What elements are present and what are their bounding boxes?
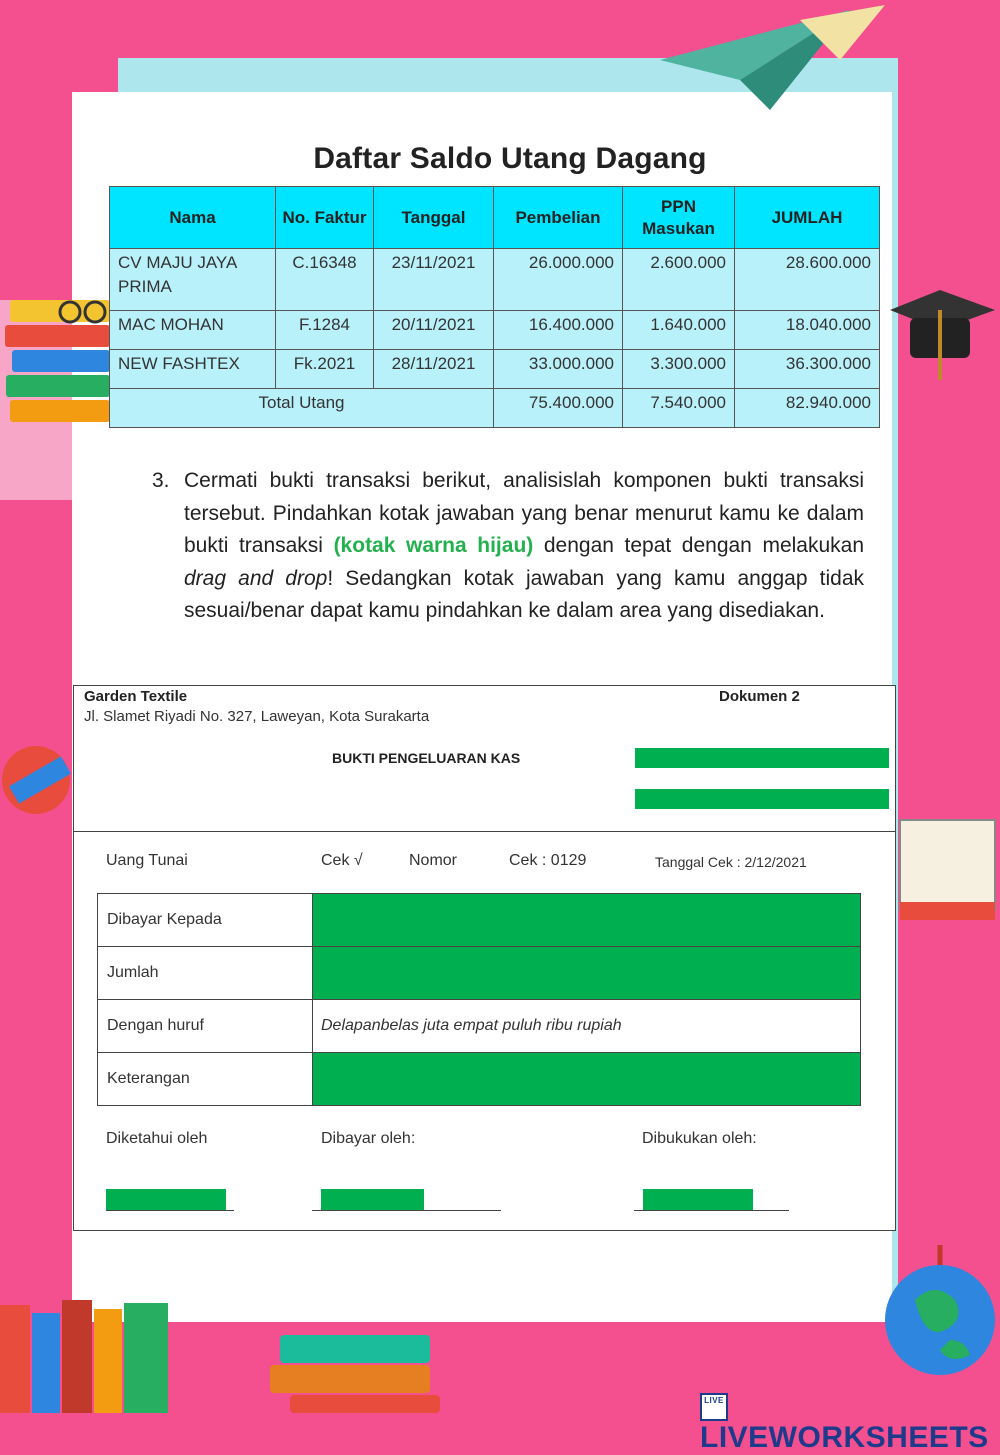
cell-tanggal: 23/11/2021: [374, 249, 494, 311]
cell-pembelian: 33.000.000: [494, 350, 623, 389]
document-number: Dokumen 2: [719, 688, 800, 705]
header-ppn: PPN Masukan: [623, 187, 735, 249]
header-faktur: No. Faktur: [276, 187, 374, 249]
page-title: Daftar Saldo Utang Dagang: [313, 142, 707, 175]
cell-faktur: C.16348: [276, 249, 374, 311]
signature-line: [312, 1210, 501, 1211]
header-nama: Nama: [110, 187, 276, 249]
drop-zone-signature-known-by[interactable]: [106, 1189, 226, 1210]
cell-faktur: Fk.2021: [276, 350, 374, 389]
ball-icon: [0, 740, 80, 840]
paper-plane-icon: [650, 0, 890, 130]
instruction-text: [184, 465, 864, 628]
drop-zone-keterangan[interactable]: [313, 1053, 861, 1106]
drop-zone-header-2[interactable]: [635, 789, 889, 809]
cash-disbursement-document: [73, 685, 896, 1231]
instruction-text-before: Cermati bukti transaksi berikut, analisislah komponen bukti transaksi tersebut. Pindahkan kotak jawaban yang benar menurut kamu ke dalam bukti transaksi: [184, 469, 864, 557]
document-title: BUKTI PENGELUARAN KAS: [332, 750, 521, 766]
globe-icon: [855, 1240, 1000, 1375]
cell-ppn: 1.640.000: [623, 311, 735, 350]
table-row: [110, 350, 880, 389]
drop-zone-jumlah[interactable]: [313, 947, 861, 1000]
drop-zone-signature-booked-by[interactable]: [643, 1189, 753, 1210]
cell-pembelian: 16.400.000: [494, 311, 623, 350]
table-header-row: [110, 187, 880, 249]
form-label: Keterangan: [98, 1053, 313, 1106]
form-row-dibayar-kepada: [98, 894, 861, 947]
drop-zone-signature-paid-by[interactable]: [321, 1189, 424, 1210]
cell-nama: CV MAJU JAYA PRIMA: [110, 249, 276, 311]
cell-ppn: 3.300.000: [623, 350, 735, 389]
header-tanggal: Tanggal: [374, 187, 494, 249]
payment-check-date: Tanggal Cek : 2/12/2021: [655, 854, 807, 870]
amount-in-words: [313, 1000, 861, 1053]
instruction-paragraph: [152, 465, 864, 628]
signature-known-by: Diketahui oleh: [106, 1130, 208, 1147]
instruction-text-middle: dengan tepat dengan melakukan: [533, 534, 864, 557]
logo-badge-icon: LIVE: [700, 1393, 728, 1421]
payment-form-table: [97, 893, 861, 1106]
bottom-books-icon: [0, 1295, 700, 1413]
total-label: Total Utang: [110, 389, 494, 428]
total-pembelian: 75.400.000: [494, 389, 623, 428]
drop-zone-dibayar-kepada[interactable]: [313, 894, 861, 947]
amount-in-words-text: Delapanbelas juta empat puluh ribu rupiah: [321, 1017, 622, 1034]
cell-tanggal: 20/11/2021: [374, 311, 494, 350]
cell-nama: NEW FASHTEX: [110, 350, 276, 389]
payment-check: Cek √: [321, 852, 363, 869]
payment-nomor: Nomor: [409, 852, 458, 869]
cell-faktur: F.1284: [276, 311, 374, 350]
document-header: [74, 686, 895, 832]
instruction-text-after: ! Sedangkan kotak jawaban yang kamu anggap tidak sesuai/benar dapat kamu pindahkan ke dalam area yang disediakan.: [184, 566, 864, 622]
signature-line: [634, 1210, 789, 1211]
form-label: Dibayar Kepada: [98, 894, 313, 947]
table-row: [110, 311, 880, 350]
instruction-italic-text: drag and drop: [184, 566, 328, 590]
table-total-row: [110, 389, 880, 428]
instruction-green-text: (kotak warna hijau): [333, 534, 534, 557]
cell-pembelian: 26.000.000: [494, 249, 623, 311]
form-row-jumlah: [98, 947, 861, 1000]
form-label: Jumlah: [98, 947, 313, 1000]
instruction-number: 3.: [152, 469, 170, 492]
company-name: Garden Textile: [84, 688, 188, 705]
cell-jumlah: 28.600.000: [735, 249, 880, 311]
company-address: Jl. Slamet Riyadi No. 327, Laweyan, Kota Surakarta: [84, 708, 430, 725]
cell-jumlah: 18.040.000: [735, 311, 880, 350]
cell-tanggal: 28/11/2021: [374, 350, 494, 389]
debt-balance-table: [109, 186, 880, 428]
cell-ppn: 2.600.000: [623, 249, 735, 311]
logo-text: LIVEWORKSHEETS: [700, 1421, 989, 1454]
books-stack-icon: [0, 280, 120, 460]
signature-booked-by: Dibukukan oleh:: [642, 1130, 757, 1147]
total-ppn: 7.540.000: [623, 389, 735, 428]
form-label: Dengan huruf: [98, 1000, 313, 1053]
form-row-dengan-huruf: [98, 1000, 861, 1053]
header-pembelian: Pembelian: [494, 187, 623, 249]
graduation-cap-icon: [880, 270, 1000, 390]
liveworksheets-logo: [700, 1374, 1000, 1455]
signature-line: [106, 1210, 234, 1211]
payment-cash: Uang Tunai: [106, 852, 188, 869]
header-jumlah: JUMLAH: [735, 187, 880, 249]
drop-zone-header-1[interactable]: [635, 748, 889, 768]
total-jumlah: 82.940.000: [735, 389, 880, 428]
cell-jumlah: 36.300.000: [735, 350, 880, 389]
signature-paid-by: Dibayar oleh:: [321, 1130, 416, 1147]
form-row-keterangan: [98, 1053, 861, 1106]
table-row: [110, 249, 880, 311]
cell-nama: MAC MOHAN: [110, 311, 276, 350]
payment-check-number: Cek : 0129: [509, 852, 587, 869]
open-book-icon: [895, 790, 1000, 930]
